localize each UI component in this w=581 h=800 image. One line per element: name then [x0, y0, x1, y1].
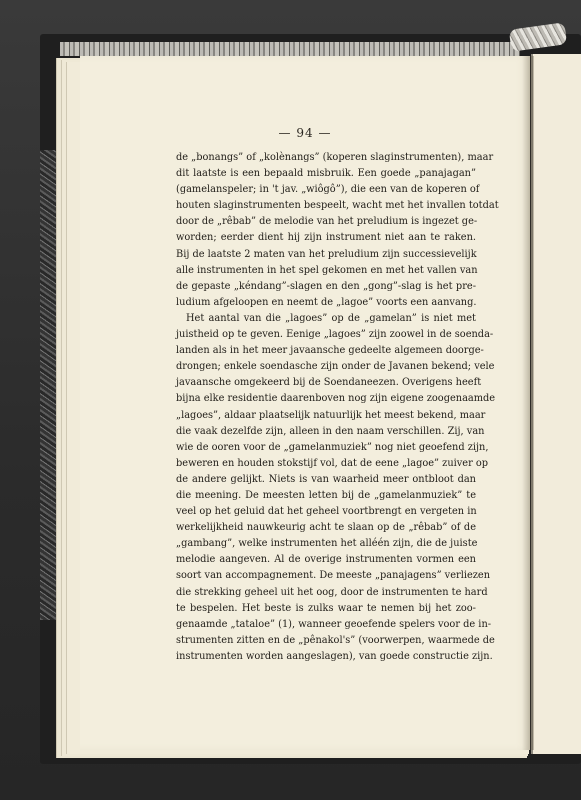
text-line: die vaak dezelfde zijn, alleen in den naam verschillen. Zij, van	[176, 425, 485, 437]
text-line: de andere gelijkt. Niets is van waarheid meer ontbloot dan	[176, 473, 476, 485]
text-line: veel op het geluid dat het geheel voortbrengt en vergeten in	[176, 506, 477, 518]
text-line: ludium afgeloopen en neemt de „lagoe” voorts een aanvang.	[176, 296, 477, 308]
text-line: de „bonangs” of „kolènangs” (koperen slaginstrumenten), maar	[176, 152, 494, 163]
text-line: genaamde „tataloe” (1), wanneer geoefende spelers voor de in-	[176, 618, 492, 630]
text-line: door de „rêbab” de melodie van het preludium is ingezet ge-	[176, 216, 478, 228]
text-line: alle instrumenten in het spel gekomen en met het vallen van	[176, 264, 478, 276]
text-line: die meening. De meesten letten bij de „gamelanmuziek” te	[176, 489, 476, 501]
body-text	[176, 150, 499, 665]
spine-shadow	[522, 56, 534, 750]
text-line: wie de ooren voor de „gamelanmuziek” nog niet geoefend zijn,	[176, 441, 489, 453]
text-line: beweren en houden stokstijf vol, dat de eene „lagoe” zuiver op	[176, 457, 489, 469]
text-line: instrumenten worden aangeslagen), van goede constructie zijn.	[176, 650, 493, 662]
page-number: — 94 —	[278, 126, 332, 140]
text-line: de gepaste „kéndang”-slagen en den „gong”-slag is het pre-	[176, 280, 476, 292]
text-line: strumenten zitten en de „pênakol's” (voorwerpen, waarmede de	[176, 634, 495, 646]
facing-page	[531, 54, 581, 754]
text-line: Bij de laatste 2 maten van het preludium zijn successievelijk	[176, 248, 477, 260]
text-line: juistheid op te geven. Eenige „lagoes” zijn zoowel in de soenda-	[176, 329, 494, 341]
text-line: worden; eerder dient hij zijn instrument niet aan te raken.	[176, 232, 476, 244]
text-line: die strekking geheel uit het oog, door de instrumenten te hard	[176, 586, 488, 598]
book-top-edge	[60, 42, 520, 56]
text-line: te bespelen. Het beste is zulks waar te nemen bij het zoo-	[176, 602, 476, 614]
text-line: soort van accompagnement. De meeste „panajagens” verliezen	[176, 570, 491, 582]
text-line: werkelijkheid nauwkeurig acht te slaan op de „rêbab” of de	[176, 522, 476, 534]
text-line: javaansche omgekeerd bij de Soendaneezen. Overigens heeft	[176, 377, 482, 389]
text-line: melodie aangeven. Al de overige instrumenten vormen een	[176, 554, 476, 566]
text-line: Het aantal van die „lagoes” op de „gamelan” is niet met	[186, 312, 476, 324]
text-line: houten slaginstrumenten bespeelt, wacht met het invallen totdat	[176, 200, 499, 212]
text-line: „lagoes”, aldaar plaatselijk natuurlijk het meest bekend, maar	[176, 409, 486, 421]
text-line: drongen; enkele soendasche zijn onder de Javanen bekend; vele	[176, 361, 495, 373]
text-line: „gambang”, welke instrumenten het alléén zijn, die de juiste	[176, 538, 478, 550]
text-line: landen als in het meer javaansche gedeelte algemeen doorge-	[176, 345, 484, 357]
text-line: (gamelanspeler; in 't jav. „wiôgô”), die een van de koperen of	[176, 184, 480, 196]
text-line: dit laatste is een bepaald misbruik. Een goede „panajagan”	[176, 168, 476, 180]
text-line: bijna elke residentie daarenboven nog zijn eigene zoogenaamde	[176, 393, 496, 405]
